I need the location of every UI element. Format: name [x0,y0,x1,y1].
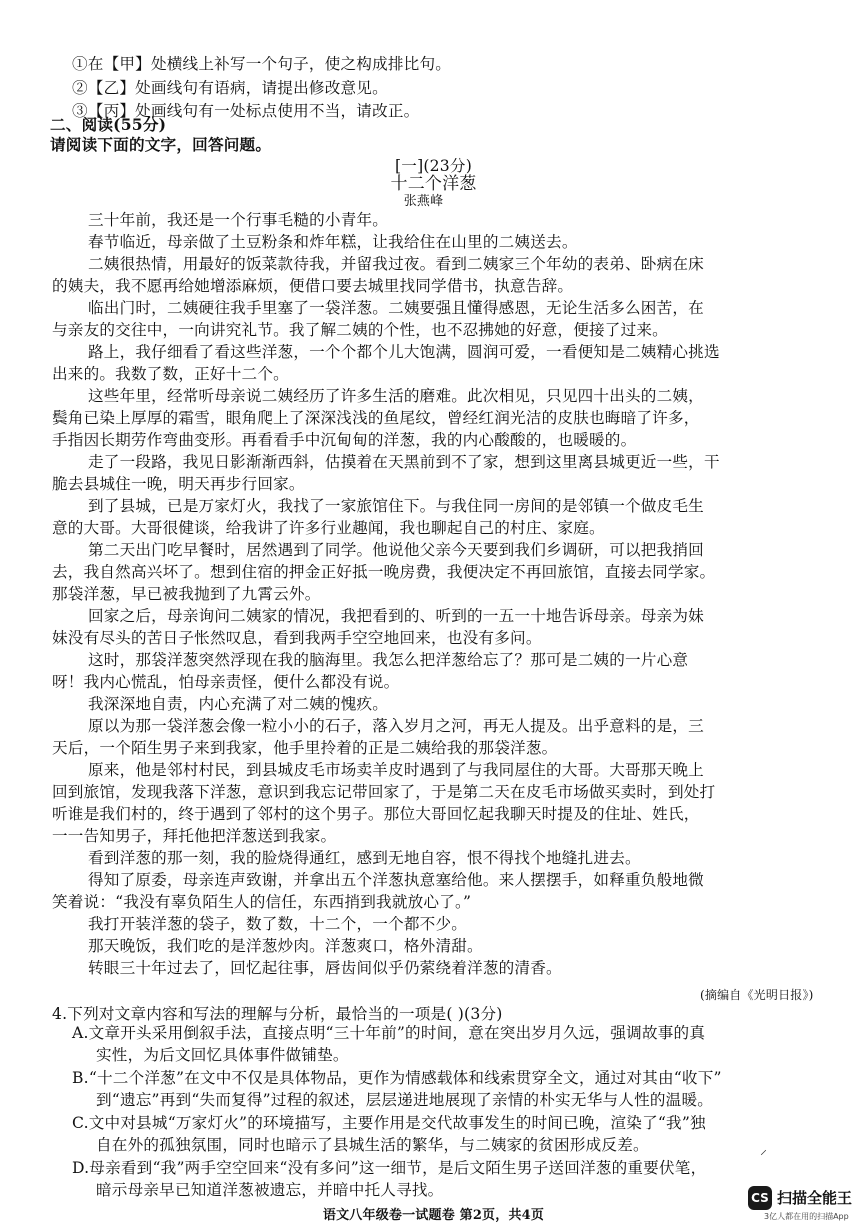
passage-line: 这时，那袋洋葱突然浮现在我的脑海里。我怎么把洋葱给忘了？那可是二姨的一片心意 [88,651,689,669]
passage-line: 一一告知男子，拜托他把洋葱送到我家。 [52,827,337,845]
passage-line: 笑着说：“我没有辜负陌生人的信任，东西捎到我就放心了。” [52,893,472,911]
passage-line: 这些年里，经常听母亲说二姨经历了许多生活的磨难。此次相见，只见四十出头的二姨， [88,387,704,405]
passage-line: 二姨很热情，用最好的饭菜款待我，并留我过夜。看到二姨家三个年幼的表弟、卧病在床 [88,255,704,273]
passage-line: 原来，他是邻村村民，到县城皮毛市场卖羊皮时遇到了与我同屋住的大哥。大哥那天晚上 [88,761,704,779]
passage-line: 鬓角已染上厚厚的霜雪，眼角爬上了深深浅浅的鱼尾纹，曾经红润光洁的皮肤也晦暗了许多， [52,409,700,427]
passage-line: 春节临近，母亲做了土豆粉条和炸年糕，让我给住在山里的二姨送去。 [88,233,578,251]
passage-line: 我打开装洋葱的袋子，数了数，十二个，一个都不少。 [88,915,468,933]
passage-line: 的姨夫，我不愿再给她增添麻烦，便借口要去城里找同学借书，执意告辞。 [52,277,574,295]
passage-line: 妹没有尽头的苦日子怅然叹息，看到我两手空空地回来，也没有多问。 [52,629,542,647]
passage-line: 去，我自然高兴坏了。想到住宿的押金正好抵一晚房费，我便决定不再回旅馆，直接去同学家。 [52,563,716,581]
passage-line: 意的大哥。大哥很健谈，给我讲了许多行业趣闻，我也聊起自己的村庄、家庭。 [52,519,605,537]
passage-line: 看到洋葱的那一刻，我的脸烧得通红，感到无地自容，恨不得找个地缝扎进去。 [88,849,641,867]
passage-part-label: [一](23分) [395,157,472,175]
question-4-option: B.“十二个洋葱”在文中不仅是具体物品，更作为情感载体和线索贯穿全文，通过对其由“收下” [72,1069,722,1087]
passage-line: 第二天出门吃早餐时，居然遇到了同学。他说他父亲今天要到我们乡调研，可以把我捎回 [88,541,704,559]
passage-line: 回到旅馆，发现我落下洋葱，意识到我忘记带回家了，于是第二天在皮毛市场做买卖时，到处打 [52,783,716,801]
camscanner-logo-icon: CS [748,1186,772,1210]
passage-line: 听谁是我们村的，终于遇到了邻村的这个男子。那位大哥回忆起我聊天时提及的住址、姓氏， [52,805,700,823]
passage-line: 临出门时，二姨硬往我手里塞了一袋洋葱。二姨要强且懂得感恩，无论生活多么困苦，在 [88,299,704,317]
passage-line: 出来的。我数了数，正好十二个。 [52,365,289,383]
passage-line: 回家之后，母亲询问二姨家的情况，我把看到的、听到的一五一十地告诉母亲。母亲为妹 [88,607,704,625]
question-4-option: 自在外的孤独氛围，同时也暗示了县城生活的繁华，与二姨家的贫困形成反差。 [96,1136,649,1154]
passage-title: 十二个洋葱 [390,174,477,194]
passage-line: 呀！我内心慌乱，怕母亲责怪，便什么都没有说。 [52,673,400,691]
watermark-name: 扫描全能王 [777,1189,853,1207]
passage-line: 三十年前，我还是一个行事毛糙的小青年。 [88,211,389,229]
instruction-line: ③【丙】处画线句有一处标点使用不当，请改正。 [72,102,420,120]
question-4-stem: 4.下列对文章内容和写法的理解与分析，最恰当的一项是( )(3分) [52,1005,503,1023]
passage-line: 得知了原委，母亲连声致谢，并拿出五个洋葱执意塞给他。来人摆摆手，如释重负般地微 [88,871,704,889]
question-4-option: A.文章开头采用倒叙手法，直接点明“三十年前”的时间，意在突出岁月久远，强调故事的真 [72,1024,706,1042]
passage-source: (摘编自《光明日报》) [700,988,814,1002]
passage-line: 与亲友的交往中，一向讲究礼节。我了解二姨的个性，也不忍拂她的好意，便接了过来。 [52,321,668,339]
question-4-option: 到“遗忘”再到“失而复得”过程的叙述，层层递进地展现了亲情的朴实无华与人性的温暖。 [96,1091,714,1109]
passage-line: 转眼三十年过去了，回忆起往事，唇齿间似乎仍萦绕着洋葱的清香。 [88,959,562,977]
question-4-option: C.文中对县城“万家灯火”的环境描写，主要作用是交代故事发生的时间已晚，渲染了“我”独 [72,1114,706,1132]
passage-line: 脆去县城住一晚，明天再步行回家。 [52,475,305,493]
section-prompt: 请阅读下面的文字，回答问题。 [50,135,272,154]
passage-line: 我深深地自责，内心充满了对二姨的愧疚。 [88,695,389,713]
passage-line: 那天晚饭，我们吃的是洋葱炒肉。洋葱爽口，格外清甜。 [88,937,483,955]
passage-line: 手指因长期劳作弯曲变形。再看看手中沉甸甸的洋葱，我的内心酸酸的，也暖暖的。 [52,431,637,449]
question-4-option: D.母亲看到“我”两手空空回来“没有多问”这一细节，是后文陌生男子送回洋葱的重要伏笔， [72,1159,707,1177]
page-footer: 语文八年级卷一试题卷 第2页，共4页 [322,1208,545,1223]
passage-line: 天后，一个陌生男子来到我家，他手里拎着的正是二姨给我的那袋洋葱。 [52,739,558,757]
passage-line: 那袋洋葱，早已被我抛到了九霄云外。 [52,585,321,603]
pen-mark: ⸝ [760,1142,767,1158]
passage-line: 走了一段路，我见日影渐渐西斜，估摸着在天黑前到不了家，想到这里离县城更近一些，干 [88,453,720,471]
watermark-subtitle: 3亿人都在用的扫描App [764,1212,849,1221]
passage-line: 原以为那一袋洋葱会像一粒小小的石子，落入岁月之河，再无人提及。出乎意料的是，三 [88,717,704,735]
question-4-option: 实性，为后文回忆具体事件做铺垫。 [96,1046,349,1064]
instruction-line: ②【乙】处画线句有语病，请提出修改意见。 [72,79,388,97]
section-heading: 二、阅读(55分) [50,115,167,134]
passage-line: 到了县城，已是万家灯火，我找了一家旅馆住下。与我住同一房间的是邻镇一个做皮毛生 [88,497,704,515]
passage-line: 路上，我仔细看了看这些洋葱，一个个都个儿大饱满，圆润可爱，一看便知是二姨精心挑选 [88,343,720,361]
passage-author: 张燕峰 [403,194,444,209]
question-4-option: 暗示母亲早已知道洋葱被遗忘，并暗中托人寻找。 [96,1181,444,1199]
instruction-line: ①在【甲】处横线上补写一个句子，使之构成排比句。 [72,55,452,73]
